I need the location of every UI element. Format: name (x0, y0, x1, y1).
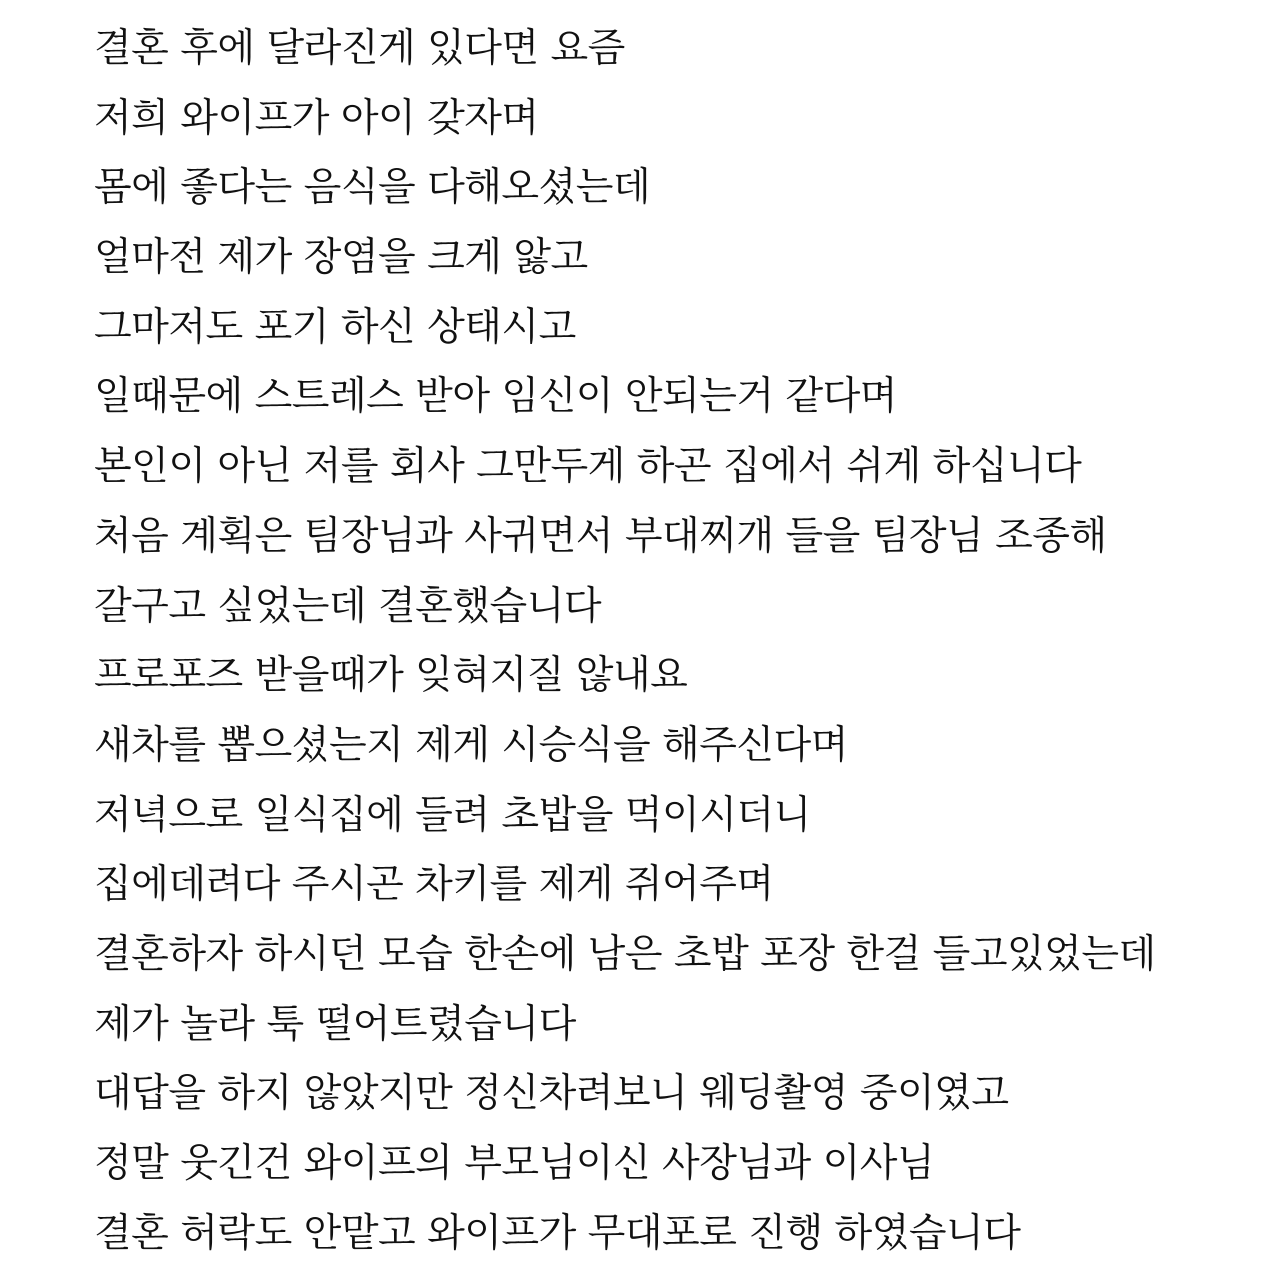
text-line-15: 제가 놀라 툭 떨어트렸습니다 (94, 1001, 576, 1047)
text-line-2: 저희 와이프가 아이 갖자며 (94, 95, 539, 141)
text-line-3: 몸에 좋다는 음식을 다해오셨는데 (94, 165, 651, 211)
text-line-7: 본인이 아닌 저를 회사 그만두게 하곤 집에서 쉬게 하십니다 (94, 444, 1082, 490)
text-line-10: 프로포즈 받을때가 잊혀지질 않내요 (94, 653, 688, 699)
text-line-6: 일때문에 스트레스 받아 임신이 안되는거 같다며 (94, 374, 897, 420)
text-line-14: 결혼하자 하시던 모습 한손에 남은 초밥 포장 한걸 들고있었는데 (94, 931, 1156, 977)
text-block (94, 14, 1264, 1268)
text-line-18: 결혼 허락도 안맡고 와이프가 무대포로 진행 하였습니다 (94, 1210, 1021, 1256)
text-line-1: 결혼 후에 달라진게 있다면 요즘 (94, 26, 625, 71)
text-line-9: 갈구고 싶었는데 결혼했습니다 (94, 583, 602, 629)
text-line-4: 얼마전 제가 장염을 크게 앓고 (94, 235, 588, 281)
text-line-17: 정말 웃긴건 와이프의 부모님이신 사장님과 이사님 (94, 1141, 935, 1186)
text-line-5: 그마저도 포기 하신 상태시고 (94, 304, 576, 350)
text-line-8: 처음 계획은 팀장님과 사귀면서 부대찌개 들을 팀장님 조종해 (94, 513, 1107, 559)
text-line-11: 새차를 뽑으셨는지 제게 시승식을 해주신다며 (94, 722, 848, 768)
text-line-16: 대답을 하지 않았지만 정신차려보니 웨딩촬영 중이였고 (94, 1071, 1009, 1117)
text-line-12: 저녁으로 일식집에 들려 초밥을 먹이시더니 (94, 792, 811, 838)
text-line-13: 집에데려다 주시곤 차키를 제게 쥐어주며 (94, 862, 774, 908)
